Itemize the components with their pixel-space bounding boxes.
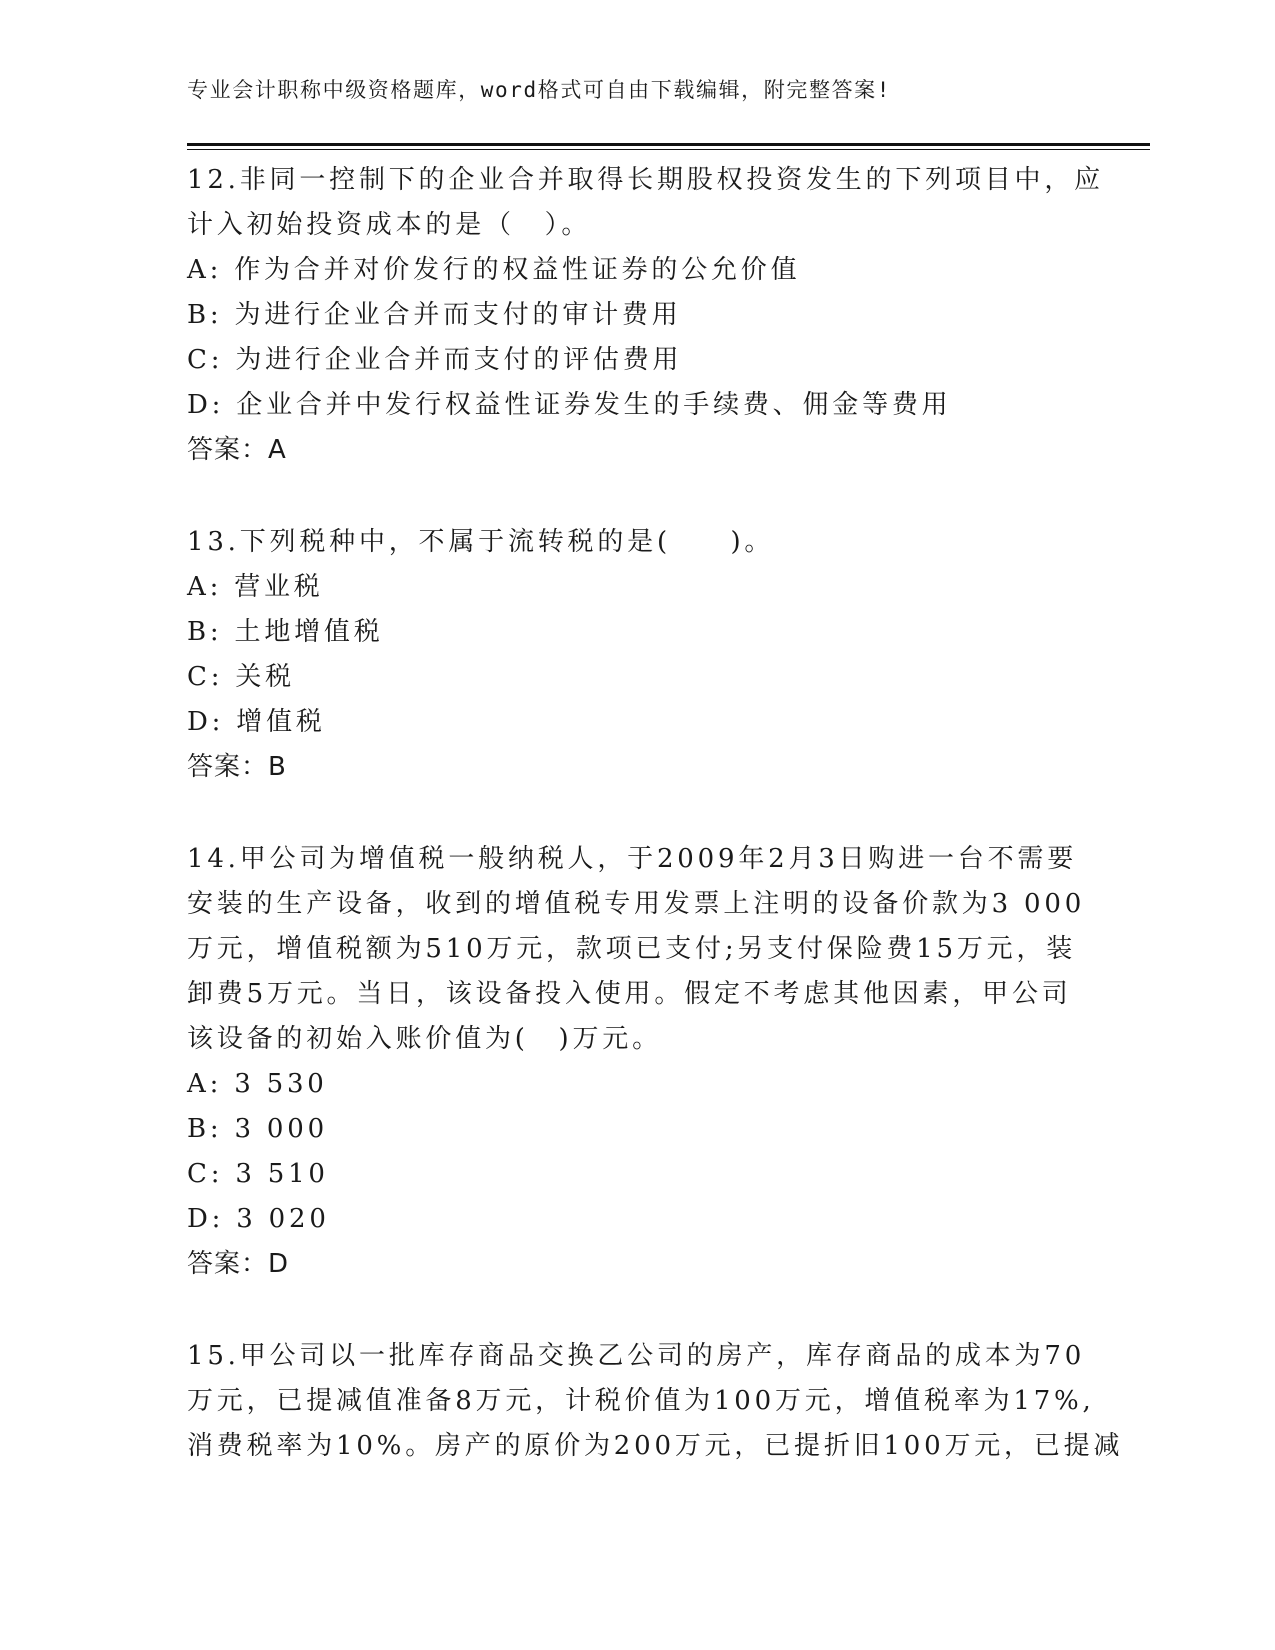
question-text: 15.甲公司以一批库存商品交换乙公司的房产，库存商品的成本为70 <box>187 1341 1086 1371</box>
option-d: D: 3 020 <box>187 1204 330 1234</box>
option-a: A: 营业税 <box>187 572 324 602</box>
option-c: C: 关税 <box>187 662 295 692</box>
question-text: 计入初始投资成本的是（ ）。 <box>187 210 592 240</box>
spacer <box>187 1287 1087 1334</box>
spacer <box>187 790 1087 837</box>
answer: 答案：D <box>187 1249 290 1279</box>
question-14 <box>187 837 1087 1287</box>
question-13 <box>187 520 1087 790</box>
question-15 <box>187 1334 1124 1469</box>
option-c: C: 为进行企业合并而支付的评估费用 <box>187 345 683 375</box>
option-a: A: 作为合并对价发行的权益性证券的公允价值 <box>187 255 801 285</box>
header-rule-thin <box>187 149 1150 150</box>
question-12 <box>187 158 1104 473</box>
option-b: B: 土地增值税 <box>187 617 384 647</box>
option-c: C: 3 510 <box>187 1159 329 1189</box>
answer: 答案：A <box>187 435 287 465</box>
question-text: 万元，增值税额为510万元，款项已支付;另支付保险费15万元，装 <box>187 934 1077 964</box>
question-text: 14.甲公司为增值税一般纳税人，于2009年2月3日购进一台不需要 <box>187 844 1078 874</box>
question-text: 消费税率为10%。房产的原价为200万元，已提折旧100万元，已提减 <box>187 1431 1124 1461</box>
option-a: A: 3 530 <box>187 1069 328 1099</box>
question-text: 卸费5万元。当日，该设备投入使用。假定不考虑其他因素，甲公司 <box>187 979 1072 1009</box>
question-text: 12.非同一控制下的企业合并取得长期股权投资发生的下列项目中，应 <box>187 165 1104 195</box>
option-b: B: 3 000 <box>187 1114 328 1144</box>
question-text: 万元，已提减值准备8万元，计税价值为100万元，增值税率为17%, <box>187 1386 1095 1416</box>
option-b: B: 为进行企业合并而支付的审计费用 <box>187 300 682 330</box>
spacer <box>187 473 1087 520</box>
answer: 答案：B <box>187 752 287 782</box>
question-text: 该设备的初始入账价值为( )万元。 <box>187 1024 662 1054</box>
header-rule <box>187 143 1150 146</box>
question-list <box>187 158 1124 1469</box>
option-d: D: 企业合并中发行权益性证券发生的手续费、佣金等费用 <box>187 390 952 420</box>
header-note: 专业会计职称中级资格题库，word格式可自由下载编辑，附完整答案! <box>187 78 892 102</box>
question-text: 安装的生产设备，收到的增值税专用发票上注明的设备价款为3 000 <box>187 889 1086 919</box>
question-text: 13.下列税种中，不属于流转税的是( )。 <box>187 527 775 557</box>
option-d: D: 增值税 <box>187 707 326 737</box>
